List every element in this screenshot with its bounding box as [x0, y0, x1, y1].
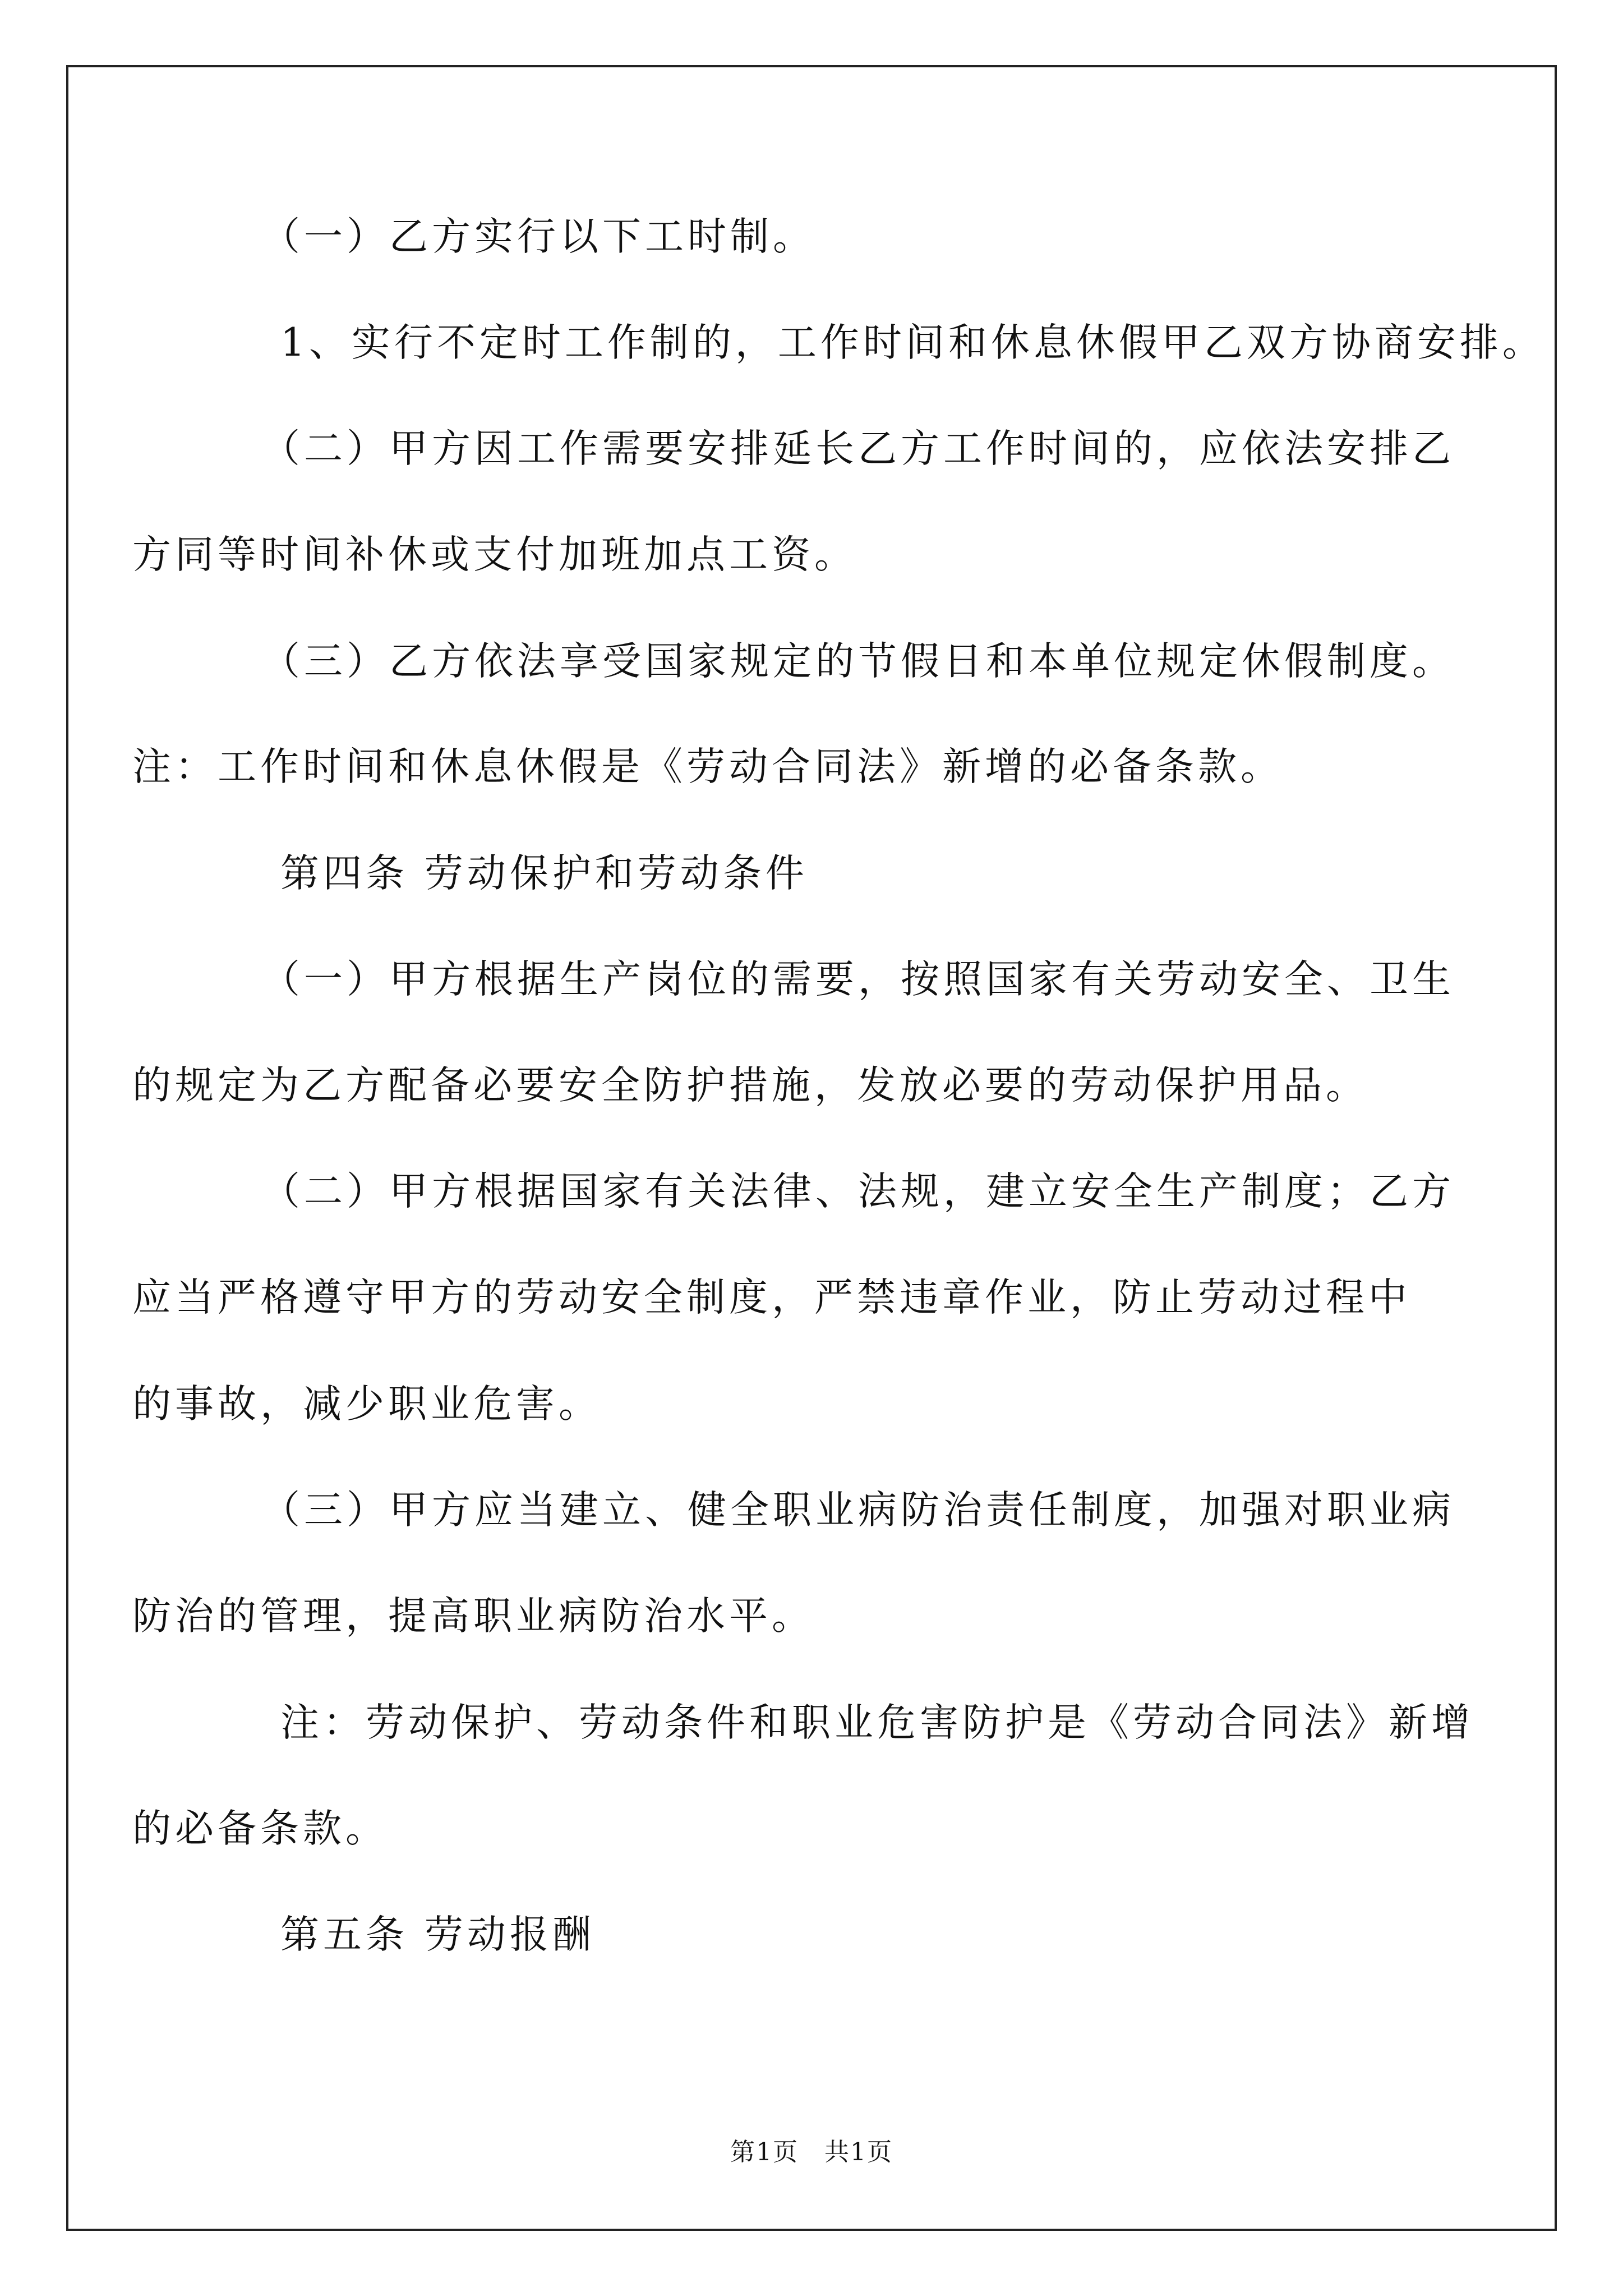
paragraph-line: 注：劳动保护、劳动条件和职业危害防护是《劳动合同法》新增 — [280, 1700, 1474, 1745]
paragraph-line: （三）乙方依法享受国家规定的节假日和本单位规定休假制度。 — [261, 639, 1455, 684]
paragraph-line: 1、实行不定时工作制的，工作时间和休息休假甲乙双方协商安排。 — [280, 320, 1545, 365]
paragraph-line: 防治的管理，提高职业病防治水平。 — [132, 1594, 814, 1639]
page-border — [66, 65, 1557, 2231]
paragraph-line: 应当严格遵守甲方的劳动安全制度，严禁违章作业，防止劳动过程中 — [132, 1275, 1411, 1320]
paragraph-line: （一）甲方根据生产岗位的需要，按照国家有关劳动安全、卫生 — [261, 957, 1455, 1002]
paragraph-line: 注：工作时间和休息休假是《劳动合同法》新增的必备条款。 — [132, 744, 1283, 789]
paragraph-line: 的规定为乙方配备必要安全防护措施，发放必要的劳动保护用品。 — [132, 1063, 1368, 1108]
page-number-footer: 第1页 共1页 — [730, 2138, 893, 2166]
paragraph-line: （三）甲方应当建立、健全职业病防治责任制度，加强对职业病 — [261, 1488, 1455, 1533]
paragraph-line: 的事故，减少职业危害。 — [132, 1382, 601, 1427]
section-heading: 第五条 劳动报酬 — [280, 1912, 595, 1957]
paragraph-line: （二）甲方根据国家有关法律、法规，建立安全生产制度；乙方 — [261, 1169, 1455, 1214]
paragraph-line: （一）乙方实行以下工时制。 — [261, 214, 815, 259]
paragraph-line: （二）甲方因工作需要安排延长乙方工作时间的，应依法安排乙 — [261, 426, 1455, 471]
paragraph-line: 方同等时间补休或支付加班加点工资。 — [132, 532, 857, 577]
section-heading: 第四条 劳动保护和劳动条件 — [280, 851, 808, 896]
paragraph-line: 的必备条款。 — [132, 1806, 388, 1851]
